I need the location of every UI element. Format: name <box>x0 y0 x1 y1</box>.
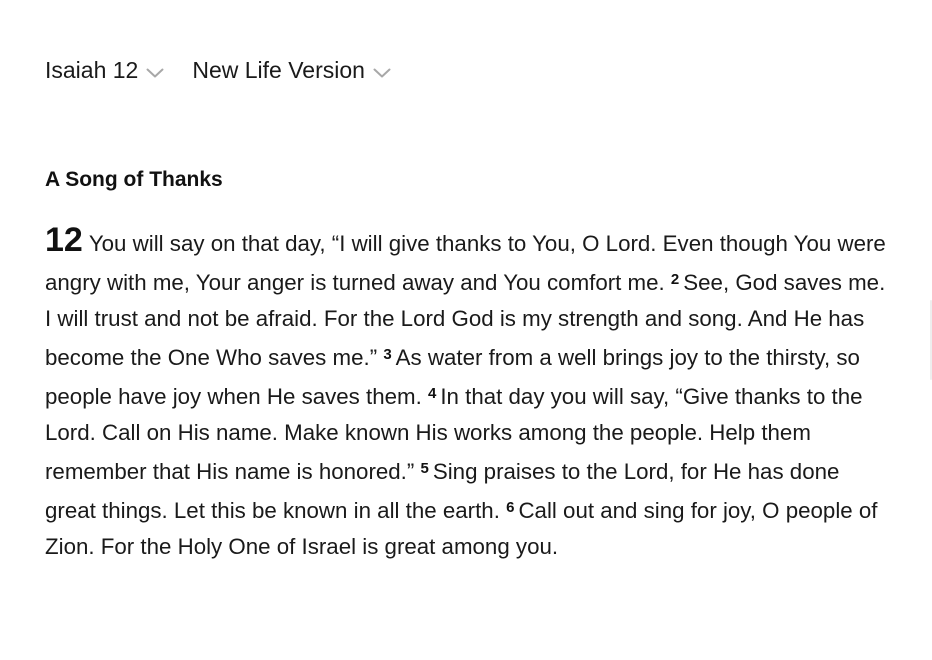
verse-6-number: 6 <box>506 499 515 516</box>
chapter-number: 12 <box>45 221 83 259</box>
chevron-down-icon <box>373 67 391 79</box>
verse-3-text: As water from a well brings joy to the thirsty, so people have joy when He saves them. <box>45 345 860 409</box>
verse-2-number: 2 <box>670 271 680 288</box>
verse-4-text: In that day you will say, “Give thanks to the Lord. Call on His name. Make known His works among the people. Help them remember that His name is honored.” <box>45 384 863 484</box>
verse-1-text: You will say on that day, “I will give thanks to You, O Lord. Even though You were angry with me, Your anger is turned away and You comfort me. <box>45 231 886 295</box>
verse-5-number: 5 <box>420 460 429 477</box>
scripture-passage <box>45 222 890 565</box>
book-chapter-selector[interactable] <box>45 57 164 84</box>
verse-6-text: Call out and sing for joy, O people of Zion. For the Holy One of Israel is great among you. <box>45 498 878 559</box>
verse-3-number: 3 <box>383 346 392 363</box>
verse-4-number: 4 <box>428 385 437 402</box>
reader-header <box>45 57 391 84</box>
verse-5-text: Sing praises to the Lord, for He has done great things. Let this be known in all the earth. <box>45 459 840 523</box>
verse-2-text: See, God saves me. I will trust and not be afraid. For the Lord God is my strength and song. And He has become the One Who saves me.” <box>45 270 886 370</box>
section-heading: A Song of Thanks <box>45 168 223 191</box>
version-selector[interactable] <box>192 57 391 84</box>
book-chapter-label: Isaiah 12 <box>45 57 139 83</box>
version-label: New Life Version <box>192 57 365 83</box>
chevron-down-icon <box>146 67 164 79</box>
